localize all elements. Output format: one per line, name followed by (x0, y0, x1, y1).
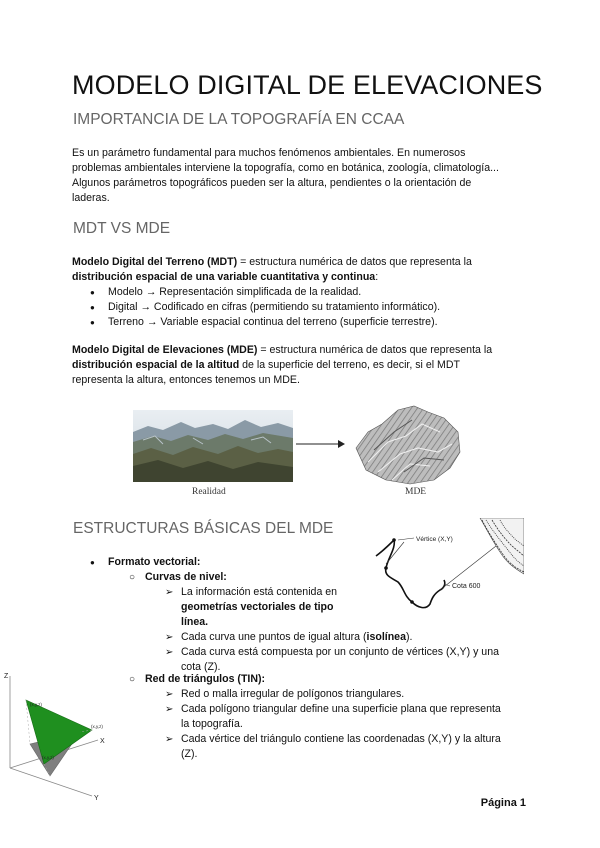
section-heading-mdt-vs-mde: MDT VS MDE (73, 220, 171, 237)
mdt-bullet-list (108, 285, 528, 330)
tin-sublist (181, 687, 526, 762)
list-item: ● Digital → Codificado en cifras (permitiendo su tratamiento informático). (108, 300, 528, 315)
curvas-text: cota (Z). (181, 661, 221, 673)
vertex-coord-label: (x,y,z) (42, 755, 54, 760)
mde-def-text-2: de la superficie del terreno, es decir, si el MDT (239, 359, 460, 371)
tin-triangle-figure (2, 668, 114, 802)
cota-label: Cota 600 (452, 583, 481, 590)
mde-relief-image (348, 402, 464, 486)
mdt-def-text: = estructura numérica de datos que representa la (237, 256, 472, 268)
figure-caption-realidad: Realidad (192, 487, 226, 497)
vertex-coord-label: (x,y,z) (91, 724, 103, 729)
mdt-def-colon: : (375, 271, 379, 283)
list-item (181, 630, 526, 645)
tin-text: ➢ Cada vértice del triángulo contiene las coordenadas (X,Y) y la altura (181, 733, 501, 745)
mde-def-bold: distribución espacial de la altitud (72, 359, 240, 371)
list-item (181, 702, 526, 732)
vertex-label: Vértice (X,Y) (416, 536, 453, 543)
intro-line: problemas ambientales interviene la topografía, como en botánica, zoología, climatología... (72, 162, 499, 174)
tin-text: (Z). (181, 748, 198, 760)
list-item: ➢ Red o malla irregular de polígonos triangulares. (181, 687, 526, 702)
vertex-marker (410, 600, 414, 604)
list-item-curvas: ○ Curvas de nivel: (145, 570, 227, 585)
page-number: Página 1 (480, 797, 526, 809)
axis-y-label: Y (94, 795, 99, 802)
list-item: ● Terreno → Variable espacial continua del terreno (superficie terrestre). (108, 315, 528, 330)
figure-caption-mde: MDE (405, 487, 427, 497)
curvas-bold-text: línea. (181, 616, 209, 628)
curvas-bold-text: geometrías vectoriales de tipo (181, 601, 334, 613)
page-title: MODELO DIGITAL DE ELEVACIONES (72, 70, 543, 100)
curvas-text: ➢ Cada curva está compuesta por un conjunto de vértices (X,Y) y una (181, 646, 499, 658)
curvas-text: ). (405, 631, 413, 643)
intro-paragraph (72, 146, 527, 206)
mde-term: Modelo Digital de Elevaciones (MDE) (72, 344, 258, 356)
intro-line: Es un parámetro fundamental para muchos fenómenos ambientales. En numerosos (72, 147, 466, 159)
list-item-tin: ○ Red de triángulos (TIN): (145, 672, 265, 687)
section-heading-importancia: IMPORTANCIA DE LA TOPOGRAFÍA EN CCAA (73, 111, 405, 128)
list-item-formato-vectorial: ● Formato vectorial: (108, 555, 200, 570)
intro-line: Algunos parámetros topográficos pueden ser la altura, pendientes o la orientación de (72, 177, 472, 189)
list-item (181, 732, 526, 762)
vertex-coord-label: (x,y,z) (30, 702, 42, 707)
tin-text: la topografía. (181, 718, 243, 730)
curvas-text: ➢ La información está contenida en (181, 586, 338, 598)
section-heading-estructuras: ESTRUCTURAS BÁSICAS DEL MDE (73, 520, 334, 537)
curvas-text: Cada curva une puntos de igual altura ( (181, 631, 367, 643)
contour-line-figure (368, 518, 524, 614)
intro-line: laderas. (72, 192, 110, 204)
landscape-photo (133, 410, 293, 482)
vertex-marker (384, 566, 388, 570)
tin-text: ➢ Cada polígono triangular define una superficie plana que representa (181, 703, 501, 715)
mdt-term: Modelo Digital del Terreno (MDT) (72, 256, 238, 268)
list-item (181, 645, 526, 675)
mdt-definition (72, 255, 527, 285)
curvas-list (145, 570, 227, 585)
vertex-marker (392, 538, 396, 542)
axis-x-label: X (100, 738, 105, 745)
mdt-def-bold: distribución espacial de una variable cuantitativa y continua (72, 271, 376, 283)
structures-list (108, 555, 200, 570)
arrow-icon (294, 438, 346, 450)
mde-def-text: = estructura numérica de datos que representa la (257, 344, 493, 356)
mde-def-text-3: representa la altura, entonces tenemos un MDE. (72, 374, 300, 386)
mde-definition (72, 343, 527, 388)
list-item: ● Modelo → Representación simplificada de la realidad. (108, 285, 528, 300)
tin-list (145, 672, 265, 687)
axis-z-label: Z (4, 673, 9, 680)
curvas-bold-text: isolínea (366, 631, 406, 643)
